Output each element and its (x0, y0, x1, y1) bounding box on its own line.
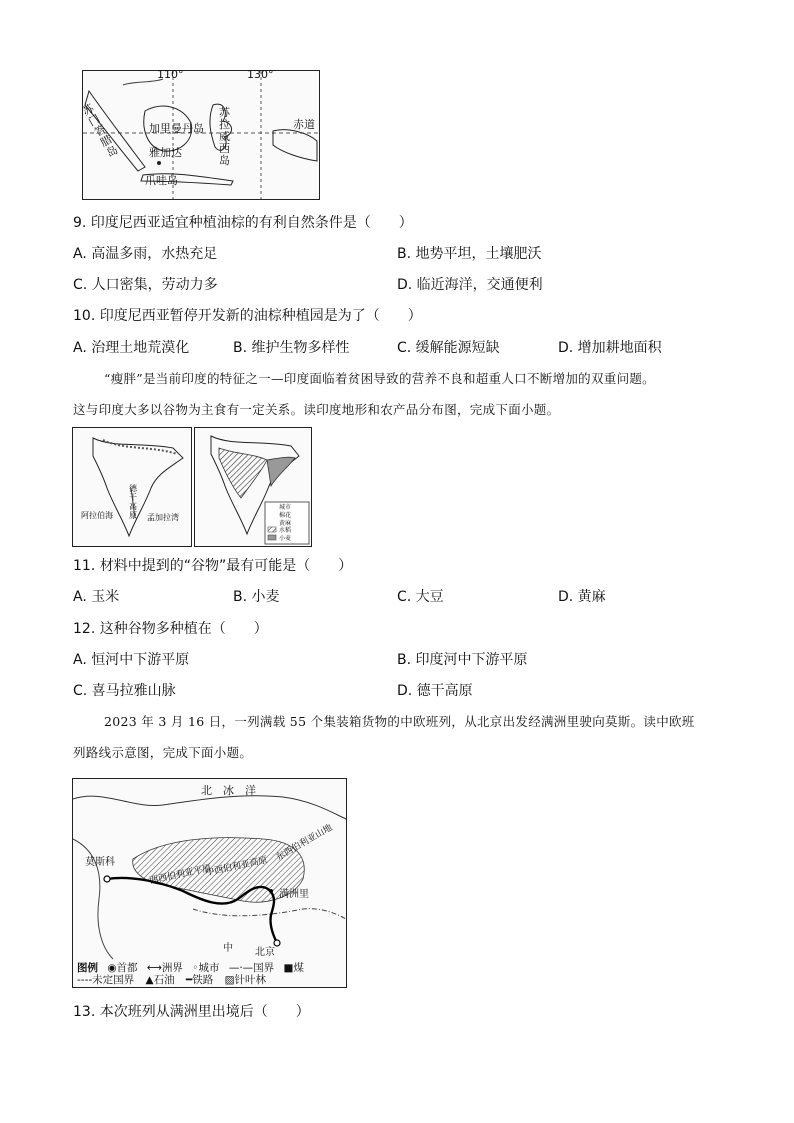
deccan-label: 德干高原 (129, 484, 137, 520)
beijing-label: 北京 (255, 947, 275, 958)
indonesia-map (82, 70, 320, 200)
q9-option-c: C. 人口密集，劳动力多 (73, 277, 218, 293)
java-label: 爪哇岛 (145, 174, 178, 187)
q12-stem: 12. 这种谷物多种植在（ ） (73, 621, 268, 637)
q11-option-a: A. 玉米 (73, 589, 120, 605)
central-siberia-label: 中西伯利亚高原 (204, 855, 269, 879)
q10-option-a: A. 治理土地荒漠化 (73, 340, 190, 356)
equator-label: 赤道 (293, 118, 315, 131)
legend-coniferous-forest: ▨针叶林 (224, 974, 267, 986)
material-india-line1: “瘦胖”是当前印度的特征之一—印度面临着贫困导致的营养不良和超重人口不断增加的双重问题。 (104, 371, 655, 386)
legend-wheat: 小麦 (279, 535, 292, 542)
kalimantan-label: 加里曼丹岛 (149, 122, 204, 135)
arabian-sea-label: 阿拉伯海 (81, 511, 113, 520)
q10-option-c: C. 缓解能源短缺 (397, 340, 500, 356)
manzhouli-label: 满洲里 (279, 889, 309, 900)
q9-option-b: B. 地势平坦，土壤肥沃 (397, 246, 542, 262)
q12-option-c: C. 喜马拉雅山脉 (73, 683, 176, 699)
railway-legend-row2 (77, 973, 266, 987)
west-siberia-label: 西西伯利亚平原 (148, 863, 213, 887)
material-train-line1: 2023 年 3 月 16 日，一列满载 55 个集装箱货物的中欧班列，从北京出发经满洲里驶向莫斯。读中欧班 (104, 714, 695, 729)
legend-city: 城市 (279, 504, 292, 511)
legend-continent-boundary: ⟷洲界 (146, 962, 183, 974)
q11-stem: 11. 材料中提到的“谷物”最有可能是（ ） (73, 558, 353, 574)
legend-capital: ◉首都 (107, 962, 138, 974)
bay-of-bengal-label: 孟加拉湾 (147, 513, 179, 522)
q10-stem: 10. 印度尼西亚暂停开发新的油棕种植园是为了（ ） (73, 308, 422, 324)
india-terrain-map (72, 427, 192, 547)
jakarta-label: 雅加达 (149, 146, 182, 159)
q9-option-d: D. 临近海洋，交通便利 (397, 277, 543, 293)
legend-city: ◦城市 (192, 962, 220, 974)
sumatra-label: 苏门答腊岛 (80, 101, 121, 160)
legend-cotton: 棉花 (279, 512, 292, 519)
q12-option-b: B. 印度河中下游平原 (397, 652, 528, 668)
east-siberia-label: 东西伯利亚山地 (274, 822, 335, 864)
material-train-line2: 列路线示意图，完成下面小题。 (73, 745, 253, 760)
q9-option-a: A. 高温多雨，水热充足 (73, 246, 218, 262)
indonesia-map-drawing (80, 68, 319, 199)
moscow-label: 莫斯科 (85, 857, 115, 868)
legend-jute: 黄麻 (279, 520, 292, 527)
q13-stem: 13. 本次班列从满洲里出境后（ ） (73, 1004, 310, 1020)
q10-option-d: D. 增加耕地面积 (558, 340, 662, 356)
q11-option-c: C. 大豆 (397, 589, 444, 605)
legend-railway: ━铁路 (185, 974, 214, 986)
q10-option-b: B. 维护生物多样性 (233, 340, 350, 356)
arctic-ocean-label: 北 冰 洋 (201, 784, 256, 797)
q11-option-d: D. 黄麻 (558, 589, 606, 605)
china-label: 中 (223, 943, 233, 954)
lon-label-130: 130° (247, 68, 274, 81)
q12-option-a: A. 恒河中下游平原 (73, 652, 190, 668)
india-agriculture-drawing (195, 428, 311, 546)
q11-option-b: B. 小麦 (233, 589, 280, 605)
sulawesi-label: 苏拉威西岛 (219, 106, 230, 167)
legend-title: 图例 (77, 962, 98, 974)
material-india-line2: 这与印度大多以谷物为主食有一定关系。读印度地形和农产品分布图，完成下面小题。 (73, 402, 560, 417)
india-agriculture-map (194, 427, 312, 547)
q12-option-d: D. 德干高原 (397, 683, 473, 699)
legend-coal: ■煤 (283, 962, 304, 974)
legend-oil: ▲石油 (145, 974, 175, 986)
lon-label-110: 110° (157, 68, 184, 81)
legend-rice: 水稻 (279, 527, 292, 534)
legend-undetermined-border: ----未定国界 (77, 974, 135, 986)
legend-national-border: —·—国界 (228, 962, 275, 974)
china-europe-railway-map (72, 778, 347, 988)
q9-stem: 9. 印度尼西亚适宜种植油棕的有利自然条件是（ ） (73, 215, 413, 231)
